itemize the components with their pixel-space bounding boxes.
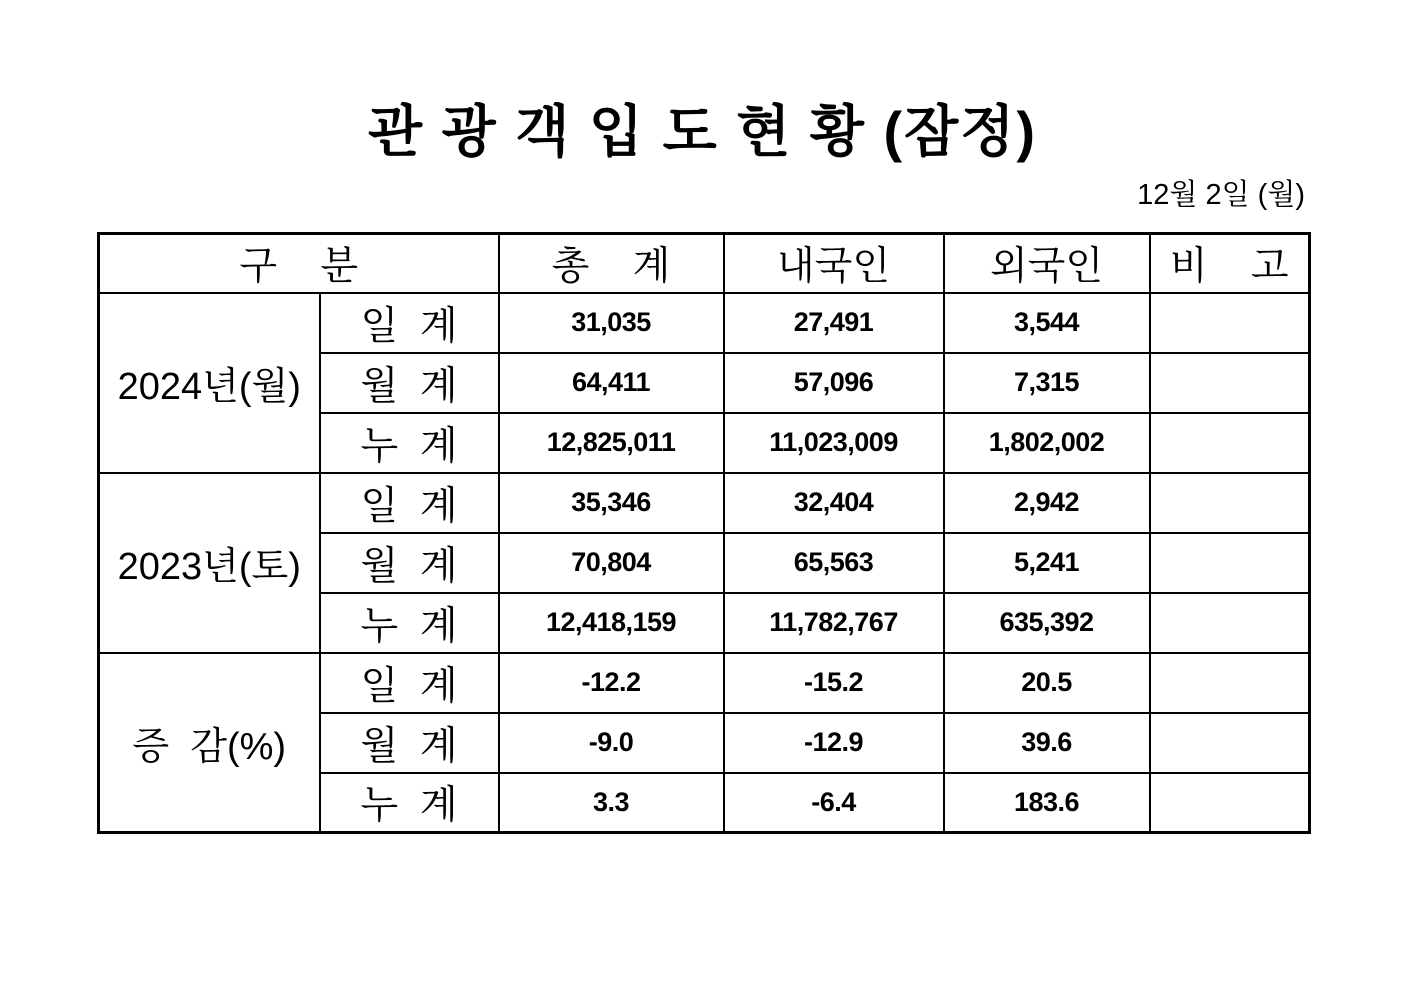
page-title: 관 광 객 입 도 현 황 (잠정) [367,100,1038,163]
cell-foreign: 5,241 [944,533,1150,593]
report-date: 12월 2일 (월) [1137,179,1305,211]
cell-domestic: 11,782,767 [724,593,944,653]
cell-foreign: 1,802,002 [944,413,1150,473]
row-label-cumulative: 누 계 [320,773,499,833]
column-header-total: 총 계 [499,234,724,293]
table-row [99,653,1310,713]
table-row [99,293,1310,353]
cell-foreign: 7,315 [944,353,1150,413]
row-label-monthly: 월 계 [320,533,499,593]
cell-total: -12.2 [499,653,724,713]
cell-note [1150,473,1310,533]
cell-foreign: 39.6 [944,713,1150,773]
cell-note [1150,413,1310,473]
header-row [99,234,1310,293]
cell-total: 3.3 [499,773,724,833]
row-group-2024: 2024년(월) [99,293,320,473]
cell-domestic: 65,563 [724,533,944,593]
cell-foreign: 183.6 [944,773,1150,833]
row-group-2023: 2023년(토) [99,473,320,653]
row-label-daily: 일 계 [320,653,499,713]
arrivals-table [97,232,1311,834]
row-label-monthly: 월 계 [320,713,499,773]
cell-foreign: 20.5 [944,653,1150,713]
row-label-daily: 일 계 [320,473,499,533]
cell-note [1150,293,1310,353]
cell-note [1150,353,1310,413]
cell-total: 70,804 [499,533,724,593]
row-label-daily: 일 계 [320,293,499,353]
column-header-gubun: 구 분 [99,234,499,293]
cell-domestic: -12.9 [724,713,944,773]
cell-domestic: 27,491 [724,293,944,353]
cell-note [1150,713,1310,773]
cell-total: 12,418,159 [499,593,724,653]
row-label-cumulative: 누 계 [320,593,499,653]
row-label-monthly: 월 계 [320,353,499,413]
row-group-change-pct: 증 감(%) [99,653,320,833]
cell-note [1150,773,1310,833]
cell-total: 35,346 [499,473,724,533]
cell-domestic: -15.2 [724,653,944,713]
cell-domestic: 32,404 [724,473,944,533]
row-label-cumulative: 누 계 [320,413,499,473]
cell-foreign: 635,392 [944,593,1150,653]
table-row [99,473,1310,533]
cell-foreign: 2,942 [944,473,1150,533]
column-header-foreign: 외국인 [944,234,1150,293]
cell-note [1150,533,1310,593]
cell-total: 31,035 [499,293,724,353]
cell-total: 64,411 [499,353,724,413]
cell-total: -9.0 [499,713,724,773]
cell-domestic: 57,096 [724,353,944,413]
column-header-domestic: 내국인 [724,234,944,293]
cell-domestic: -6.4 [724,773,944,833]
cell-note [1150,593,1310,653]
cell-foreign: 3,544 [944,293,1150,353]
cell-domestic: 11,023,009 [724,413,944,473]
cell-total: 12,825,011 [499,413,724,473]
cell-note [1150,653,1310,713]
column-header-note: 비 고 [1150,234,1310,293]
